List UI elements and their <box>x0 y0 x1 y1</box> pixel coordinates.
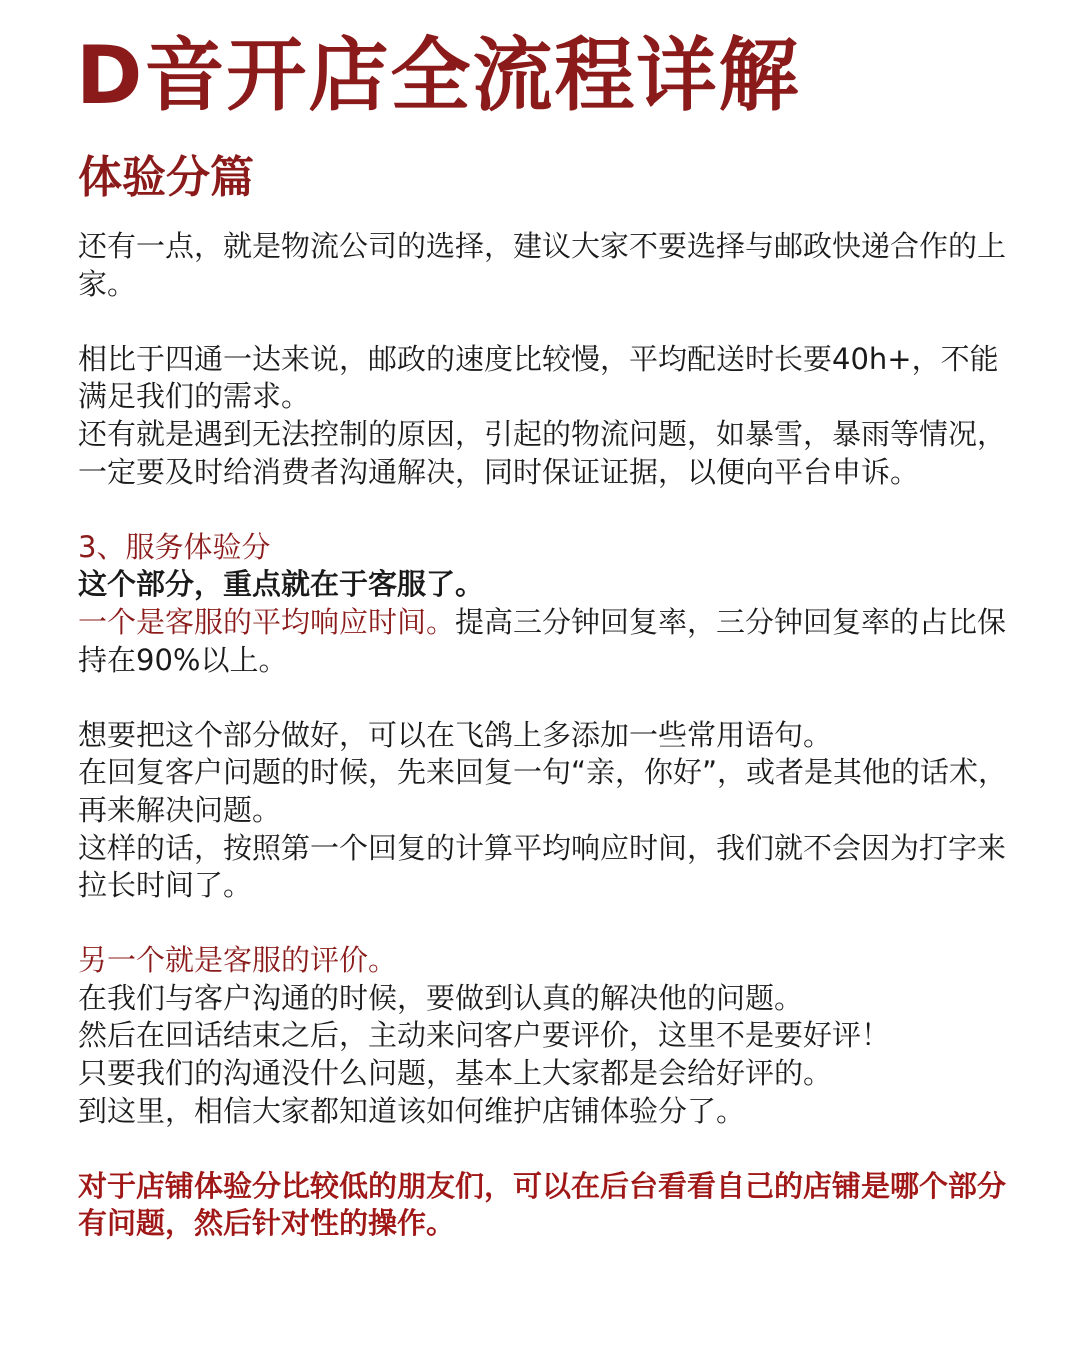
section-heading-service-score: 3、服务体验分 <box>78 529 271 564</box>
page-title: D音开店全流程详解 <box>76 29 801 122</box>
article-body <box>78 228 1008 1243</box>
spacer <box>78 679 1008 717</box>
page-subtitle: 体验分篇 <box>78 152 254 203</box>
paragraph-good-reviews: 只要我们的沟通没什么问题，基本上大家都是会给好评的。 <box>78 1056 833 1091</box>
spacer <box>78 491 1008 529</box>
spacer <box>78 303 1008 341</box>
paragraph-ask-review: 然后在回话结束之后，主动来问客户要评价，这里不是要好评！ <box>78 1018 891 1053</box>
paragraph-response-time-rest: 提高三分钟回复率，三分钟回复率的占比保持在90%以上。 <box>78 604 1007 677</box>
paragraph-summary: 到这里，相信大家都知道该如何维护店铺体验分了。 <box>78 1093 746 1128</box>
paragraph-postal-speed: 相比于四通一达来说，邮政的速度比较慢，平均配送时长要40h+，不能满足我们的需求。 <box>78 341 999 414</box>
paragraph-logistics-choice: 还有一点，就是物流公司的选择，建议大家不要选择与邮政快递合作的上家。 <box>78 229 1007 301</box>
spacer <box>78 905 1008 943</box>
paragraph-response-time <box>78 604 1008 679</box>
section-lead: 这个部分，重点就在于客服了。 <box>78 567 485 602</box>
paragraph-solve-problems: 在我们与客户沟通的时候，要做到认真的解决他的问题。 <box>78 980 804 1015</box>
paragraph-greeting-first: 在回复客户问题的时候，先来回复一句“亲，你好”，或者是其他的话术，再来解决问题。 <box>78 755 1008 827</box>
paragraph-uncontrollable-issues: 还有就是遇到无法控制的原因，引起的物流问题，如暴雪，暴雨等情况，一定要及时给消费者沟通解决，同时保证证据，以便向平台申诉。 <box>78 416 1007 489</box>
paragraph-response-calc: 这样的话，按照第一个回复的计算平均响应时间，我们就不会因为打字来拉长时间了。 <box>78 830 1007 903</box>
section-heading-service-rating: 另一个就是客服的评价。 <box>78 943 398 978</box>
spacer <box>78 1130 1008 1168</box>
highlight-response-time: 一个是客服的平均响应时间。 <box>78 604 456 639</box>
paragraph-common-phrases: 想要把这个部分做好，可以在飞鸽上多添加一些常用语句。 <box>78 717 833 752</box>
closing-note: 对于店铺体验分比较低的朋友们，可以在后台看看自己的店铺是哪个部分有问题，然后针对性的操作。 <box>78 1168 1007 1241</box>
